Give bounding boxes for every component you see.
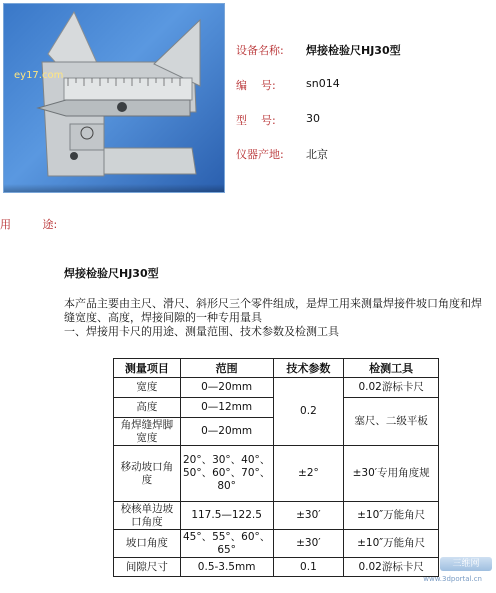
cell-tool: ±30′专用角度规 xyxy=(344,446,439,502)
device-name-label: 设备名称: xyxy=(236,44,284,57)
table-row xyxy=(114,558,439,577)
cell-item: 校核单边坡口角度 xyxy=(114,502,181,530)
product-title: 焊接检验尺HJ30型 xyxy=(64,267,159,280)
cell-tool: 塞尺、二级平板 xyxy=(344,398,439,446)
cell-range: 0—20mm xyxy=(180,418,273,446)
cell-range: 45°、55°、60°、65° xyxy=(180,530,273,558)
serial-value: sn014 xyxy=(306,77,340,90)
photo-watermark: ey17.com xyxy=(14,70,64,81)
cell-item: 角焊缝焊脚宽度 xyxy=(114,418,181,446)
cell-range: 0.5-3.5mm xyxy=(180,558,273,577)
cell-range: 0—20mm xyxy=(180,378,273,398)
cell-range: 20°、30°、40°、50°、60°、70°、80° xyxy=(180,446,273,502)
device-name-value: 焊接检验尺HJ30型 xyxy=(306,44,401,57)
site-watermark-url: www.3dportal.cn xyxy=(423,575,482,583)
usage-label xyxy=(0,216,57,232)
cell-param: ±30′ xyxy=(273,502,344,530)
cell-item: 坡口角度 xyxy=(114,530,181,558)
serial-label: 编 号: xyxy=(236,79,276,92)
header-param: 技术参数 xyxy=(273,359,344,378)
cell-param: 0.2 xyxy=(273,378,344,446)
product-photo xyxy=(3,3,225,193)
usage-label-b: 途: xyxy=(42,218,58,231)
cell-tool: ±10″万能角尺 xyxy=(344,502,439,530)
cell-param: ±2° xyxy=(273,446,344,502)
spec-table xyxy=(113,358,439,577)
cell-item: 高度 xyxy=(114,398,181,418)
table-row xyxy=(114,446,439,502)
model-label: 型 号: xyxy=(236,114,276,127)
cell-item: 移动坡口角度 xyxy=(114,446,181,502)
cell-tool: ±10″万能角尺 xyxy=(344,530,439,558)
description-subheading: 一、焊接用卡尺的用途、测量范围、技术参数及检测工具 xyxy=(64,325,339,338)
usage-label-a: 用 xyxy=(0,218,11,231)
welding-gauge-illustration xyxy=(4,4,224,192)
origin-label: 仪器产地: xyxy=(236,148,284,161)
header-item: 测量项目 xyxy=(114,359,181,378)
table-row xyxy=(114,378,439,398)
cell-range: 117.5—122.5 xyxy=(180,502,273,530)
product-description xyxy=(64,297,492,339)
origin-value: 北京 xyxy=(306,148,328,161)
site-watermark-logo: 三维网 xyxy=(440,557,492,571)
cell-param: ±30′ xyxy=(273,530,344,558)
header-range: 范围 xyxy=(180,359,273,378)
cell-tool: 0.02游标卡尺 xyxy=(344,378,439,398)
cell-item: 宽度 xyxy=(114,378,181,398)
cell-item: 间隙尺寸 xyxy=(114,558,181,577)
table-row xyxy=(114,530,439,558)
header-tool: 检测工具 xyxy=(344,359,439,378)
description-paragraph: 本产品主要由主尺、滑尺、斜形尺三个零件组成，是焊工用来测量焊接件坡口角度和焊缝宽度、高度，焊接间隙的一种专用量具 xyxy=(64,297,482,324)
model-value: 30 xyxy=(306,112,320,125)
table-row xyxy=(114,502,439,530)
cell-range: 0—12mm xyxy=(180,398,273,418)
cell-param: 0.1 xyxy=(273,558,344,577)
cell-tool: 0.02游标卡尺 xyxy=(344,558,439,577)
table-header-row xyxy=(114,359,439,378)
